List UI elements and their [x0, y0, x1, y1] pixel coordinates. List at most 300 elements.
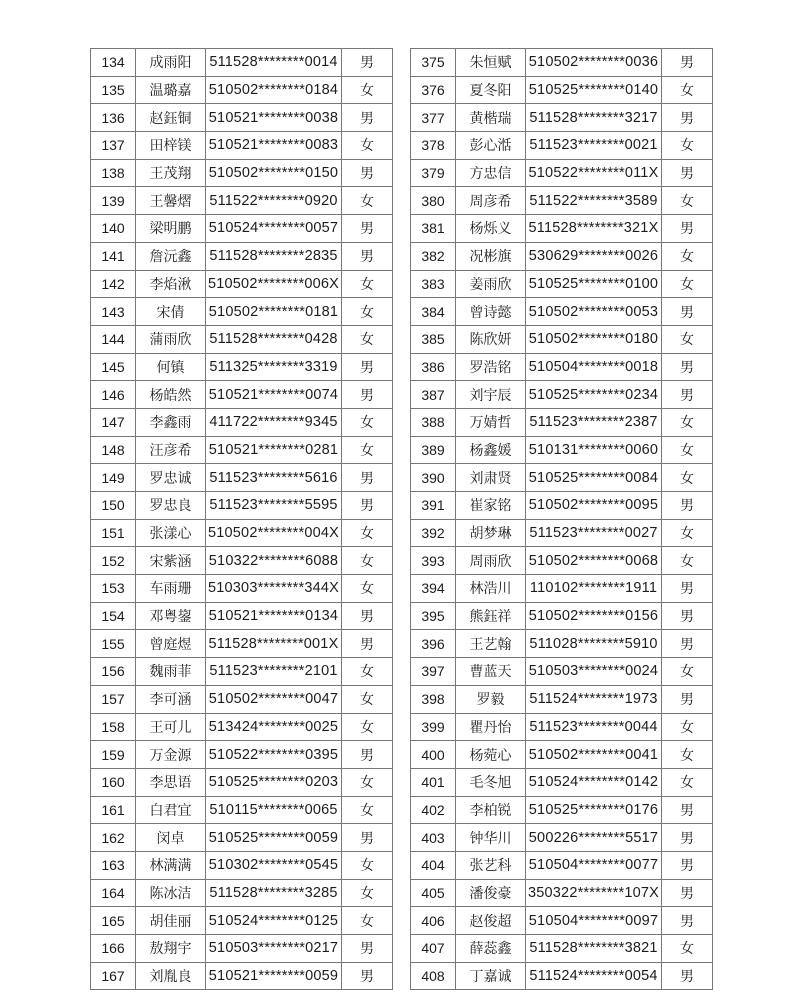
table-row — [91, 464, 393, 492]
row-number-cell: 385 — [411, 325, 456, 353]
table-row — [411, 298, 713, 326]
row-number-cell: 377 — [411, 104, 456, 132]
row-number-cell: 404 — [411, 851, 456, 879]
id-number-cell: 510504********0018 — [526, 353, 662, 381]
gender-cell: 男 — [662, 104, 713, 132]
student-name-cell: 赵鈺铜 — [136, 104, 206, 132]
student-name-cell: 刘胤良 — [136, 962, 206, 990]
student-name-cell: 白君宜 — [136, 796, 206, 824]
id-number-cell: 510525********0059 — [206, 824, 342, 852]
id-number-cell: 510521********0134 — [206, 602, 342, 630]
row-number-cell: 401 — [411, 768, 456, 796]
id-number-cell: 511528********0428 — [206, 325, 342, 353]
row-number-cell: 137 — [91, 132, 136, 160]
gender-cell: 男 — [342, 353, 393, 381]
id-number-cell: 510525********0234 — [526, 381, 662, 409]
row-number-cell: 145 — [91, 353, 136, 381]
id-number-cell: 510502********0047 — [206, 685, 342, 713]
id-number-cell: 511524********0054 — [526, 962, 662, 990]
student-name-cell: 李鑫雨 — [136, 408, 206, 436]
gender-cell: 女 — [662, 768, 713, 796]
student-name-cell: 李可涵 — [136, 685, 206, 713]
table-row — [411, 76, 713, 104]
roster-table-left — [90, 48, 393, 990]
table-row — [91, 602, 393, 630]
row-number-cell: 138 — [91, 159, 136, 187]
gender-cell: 女 — [342, 270, 393, 298]
id-number-cell: 511524********1973 — [526, 685, 662, 713]
row-number-cell: 163 — [91, 851, 136, 879]
student-name-cell: 曾诗懿 — [456, 298, 526, 326]
table-row — [91, 215, 393, 243]
row-number-cell: 375 — [411, 49, 456, 77]
student-name-cell: 罗忠诚 — [136, 464, 206, 492]
row-number-cell: 384 — [411, 298, 456, 326]
id-number-cell: 510524********0125 — [206, 907, 342, 935]
gender-cell: 女 — [662, 187, 713, 215]
gender-cell: 女 — [662, 713, 713, 741]
gender-cell: 女 — [662, 242, 713, 270]
gender-cell: 女 — [342, 187, 393, 215]
gender-cell: 男 — [662, 962, 713, 990]
gender-cell: 女 — [662, 132, 713, 160]
gender-cell: 女 — [662, 270, 713, 298]
gender-cell: 女 — [342, 796, 393, 824]
id-number-cell: 350322********107X — [526, 879, 662, 907]
table-row — [91, 768, 393, 796]
row-number-cell: 402 — [411, 796, 456, 824]
id-number-cell: 511325********3319 — [206, 353, 342, 381]
table-row — [411, 492, 713, 520]
id-number-cell: 510131********0060 — [526, 436, 662, 464]
row-number-cell: 148 — [91, 436, 136, 464]
gender-cell: 男 — [662, 796, 713, 824]
row-number-cell: 398 — [411, 685, 456, 713]
table-row — [411, 575, 713, 603]
student-name-cell: 夏冬阳 — [456, 76, 526, 104]
row-number-cell: 160 — [91, 768, 136, 796]
id-number-cell: 511528********3217 — [526, 104, 662, 132]
id-number-cell: 510303********344X — [206, 575, 342, 603]
gender-cell: 男 — [342, 935, 393, 963]
row-number-cell: 144 — [91, 325, 136, 353]
row-number-cell: 167 — [91, 962, 136, 990]
table-row — [411, 104, 713, 132]
row-number-cell: 153 — [91, 575, 136, 603]
id-number-cell: 510503********0024 — [526, 658, 662, 686]
gender-cell: 女 — [662, 741, 713, 769]
row-number-cell: 380 — [411, 187, 456, 215]
id-number-cell: 510521********0083 — [206, 132, 342, 160]
student-name-cell: 方忠信 — [456, 159, 526, 187]
table-row — [411, 242, 713, 270]
gender-cell: 男 — [662, 298, 713, 326]
table-row — [91, 353, 393, 381]
id-number-cell: 110102********1911 — [526, 575, 662, 603]
id-number-cell: 510522********011X — [526, 159, 662, 187]
row-number-cell: 406 — [411, 907, 456, 935]
row-number-cell: 155 — [91, 630, 136, 658]
student-name-cell: 杨皓然 — [136, 381, 206, 409]
id-number-cell: 511523********0044 — [526, 713, 662, 741]
row-number-cell: 382 — [411, 242, 456, 270]
id-number-cell: 510521********0059 — [206, 962, 342, 990]
table-row — [411, 49, 713, 77]
id-number-cell: 511523********5616 — [206, 464, 342, 492]
student-name-cell: 彭心湉 — [456, 132, 526, 160]
gender-cell: 男 — [662, 907, 713, 935]
table-row — [411, 436, 713, 464]
table-row — [91, 547, 393, 575]
student-name-cell: 张艺科 — [456, 851, 526, 879]
student-name-cell: 宋紫涵 — [136, 547, 206, 575]
row-number-cell: 390 — [411, 464, 456, 492]
gender-cell: 男 — [342, 962, 393, 990]
table-row — [91, 76, 393, 104]
roster-table-right — [410, 48, 713, 990]
id-number-cell: 530629********0026 — [526, 242, 662, 270]
id-number-cell: 510502********0041 — [526, 741, 662, 769]
student-name-cell: 赵俊超 — [456, 907, 526, 935]
table-row — [91, 132, 393, 160]
table-row — [91, 242, 393, 270]
row-number-cell: 394 — [411, 575, 456, 603]
row-number-cell: 143 — [91, 298, 136, 326]
row-number-cell: 389 — [411, 436, 456, 464]
gender-cell: 男 — [342, 464, 393, 492]
gender-cell: 男 — [342, 49, 393, 77]
row-number-cell: 396 — [411, 630, 456, 658]
row-number-cell: 134 — [91, 49, 136, 77]
gender-cell: 男 — [342, 215, 393, 243]
student-name-cell: 周雨欣 — [456, 547, 526, 575]
gender-cell: 男 — [342, 159, 393, 187]
gender-cell: 男 — [342, 104, 393, 132]
table-row — [411, 879, 713, 907]
table-row — [411, 215, 713, 243]
student-name-cell: 王可儿 — [136, 713, 206, 741]
row-number-cell: 387 — [411, 381, 456, 409]
row-number-cell: 152 — [91, 547, 136, 575]
id-number-cell: 513424********0025 — [206, 713, 342, 741]
gender-cell: 女 — [342, 76, 393, 104]
gender-cell: 女 — [662, 436, 713, 464]
id-number-cell: 510502********0181 — [206, 298, 342, 326]
id-number-cell: 510504********0077 — [526, 851, 662, 879]
table-row — [91, 741, 393, 769]
student-name-cell: 梁明鹏 — [136, 215, 206, 243]
gender-cell: 女 — [342, 298, 393, 326]
gender-cell: 男 — [342, 492, 393, 520]
table-row — [411, 685, 713, 713]
gender-cell: 男 — [342, 381, 393, 409]
row-number-cell: 383 — [411, 270, 456, 298]
gender-cell: 男 — [662, 49, 713, 77]
id-number-cell: 510502********0095 — [526, 492, 662, 520]
id-number-cell: 511523********5595 — [206, 492, 342, 520]
id-number-cell: 511523********0027 — [526, 519, 662, 547]
gender-cell: 女 — [662, 519, 713, 547]
table-row — [91, 519, 393, 547]
table-row — [91, 270, 393, 298]
row-number-cell: 158 — [91, 713, 136, 741]
student-name-cell: 朱恒赋 — [456, 49, 526, 77]
id-number-cell: 510502********0053 — [526, 298, 662, 326]
table-row — [411, 907, 713, 935]
student-name-cell: 杨菀心 — [456, 741, 526, 769]
student-name-cell: 魏雨菲 — [136, 658, 206, 686]
gender-cell: 女 — [342, 575, 393, 603]
table-row — [411, 132, 713, 160]
id-number-cell: 500226********5517 — [526, 824, 662, 852]
table-row — [411, 270, 713, 298]
table-row — [411, 408, 713, 436]
row-number-cell: 147 — [91, 408, 136, 436]
table-row — [411, 824, 713, 852]
table-row — [91, 104, 393, 132]
id-number-cell: 510502********004X — [206, 519, 342, 547]
student-name-cell: 罗浩铭 — [456, 353, 526, 381]
gender-cell: 男 — [662, 381, 713, 409]
table-row — [411, 187, 713, 215]
table-row — [411, 796, 713, 824]
gender-cell: 男 — [662, 215, 713, 243]
id-number-cell: 511028********5910 — [526, 630, 662, 658]
student-name-cell: 王馨熠 — [136, 187, 206, 215]
student-name-cell: 潘俊豪 — [456, 879, 526, 907]
student-name-cell: 田梓镁 — [136, 132, 206, 160]
table-row — [91, 907, 393, 935]
id-number-cell: 511522********3589 — [526, 187, 662, 215]
row-number-cell: 139 — [91, 187, 136, 215]
row-number-cell: 407 — [411, 935, 456, 963]
id-number-cell: 511523********2387 — [526, 408, 662, 436]
roster-table-right-body — [411, 49, 713, 990]
gender-cell: 女 — [662, 76, 713, 104]
row-number-cell: 405 — [411, 879, 456, 907]
table-row — [411, 741, 713, 769]
student-name-cell: 温璐嘉 — [136, 76, 206, 104]
gender-cell: 男 — [662, 575, 713, 603]
id-number-cell: 511528********321X — [526, 215, 662, 243]
row-number-cell: 136 — [91, 104, 136, 132]
row-number-cell: 140 — [91, 215, 136, 243]
gender-cell: 男 — [662, 602, 713, 630]
student-name-cell: 邓粤鋆 — [136, 602, 206, 630]
table-row — [91, 713, 393, 741]
table-row — [91, 935, 393, 963]
row-number-cell: 395 — [411, 602, 456, 630]
table-row — [411, 547, 713, 575]
student-name-cell: 万婧哲 — [456, 408, 526, 436]
gender-cell: 女 — [342, 132, 393, 160]
student-name-cell: 何镇 — [136, 353, 206, 381]
student-name-cell: 闵卓 — [136, 824, 206, 852]
student-name-cell: 况彬旗 — [456, 242, 526, 270]
roster-table-left-body — [91, 49, 393, 990]
gender-cell: 女 — [662, 547, 713, 575]
table-row — [411, 353, 713, 381]
row-number-cell: 141 — [91, 242, 136, 270]
id-number-cell: 510521********0074 — [206, 381, 342, 409]
row-number-cell: 399 — [411, 713, 456, 741]
student-name-cell: 汪彦希 — [136, 436, 206, 464]
student-name-cell: 毛冬旭 — [456, 768, 526, 796]
id-number-cell: 511528********3821 — [526, 935, 662, 963]
student-name-cell: 钟华川 — [456, 824, 526, 852]
student-name-cell: 瞿丹怡 — [456, 713, 526, 741]
id-number-cell: 511528********2835 — [206, 242, 342, 270]
student-name-cell: 王艺翰 — [456, 630, 526, 658]
gender-cell: 女 — [342, 768, 393, 796]
gender-cell: 女 — [342, 325, 393, 353]
student-name-cell: 黄楷瑞 — [456, 104, 526, 132]
table-row — [91, 49, 393, 77]
gender-cell: 女 — [342, 658, 393, 686]
table-row — [411, 464, 713, 492]
table-row — [91, 658, 393, 686]
student-name-cell: 周彦希 — [456, 187, 526, 215]
student-name-cell: 成雨阳 — [136, 49, 206, 77]
student-name-cell: 李思语 — [136, 768, 206, 796]
id-number-cell: 510502********0036 — [526, 49, 662, 77]
gender-cell: 女 — [662, 408, 713, 436]
gender-cell: 女 — [662, 658, 713, 686]
table-row — [91, 824, 393, 852]
gender-cell: 女 — [342, 547, 393, 575]
gender-cell: 女 — [662, 325, 713, 353]
student-name-cell: 姜雨欣 — [456, 270, 526, 298]
student-name-cell: 薛蕊鑫 — [456, 935, 526, 963]
table-row — [91, 962, 393, 990]
table-row — [91, 492, 393, 520]
student-name-cell: 敖翔宇 — [136, 935, 206, 963]
table-row — [411, 159, 713, 187]
row-number-cell: 149 — [91, 464, 136, 492]
student-name-cell: 刘肃贤 — [456, 464, 526, 492]
table-row — [91, 381, 393, 409]
gender-cell: 男 — [662, 159, 713, 187]
gender-cell: 男 — [342, 242, 393, 270]
table-row — [411, 325, 713, 353]
id-number-cell: 510521********0038 — [206, 104, 342, 132]
id-number-cell: 510525********0176 — [526, 796, 662, 824]
id-number-cell: 511528********3285 — [206, 879, 342, 907]
table-row — [91, 159, 393, 187]
student-name-cell: 胡梦琳 — [456, 519, 526, 547]
gender-cell: 女 — [342, 879, 393, 907]
table-row — [91, 298, 393, 326]
student-name-cell: 李柏锐 — [456, 796, 526, 824]
row-number-cell: 381 — [411, 215, 456, 243]
table-row — [411, 658, 713, 686]
student-name-cell: 曹蓝天 — [456, 658, 526, 686]
student-name-cell: 陈欣妍 — [456, 325, 526, 353]
id-number-cell: 511523********2101 — [206, 658, 342, 686]
gender-cell: 男 — [662, 630, 713, 658]
student-name-cell: 陈冰洁 — [136, 879, 206, 907]
student-name-cell: 车雨珊 — [136, 575, 206, 603]
row-number-cell: 164 — [91, 879, 136, 907]
table-row — [91, 879, 393, 907]
table-row — [91, 187, 393, 215]
table-row — [411, 962, 713, 990]
id-number-cell: 510322********6088 — [206, 547, 342, 575]
gender-cell: 男 — [342, 630, 393, 658]
gender-cell: 女 — [342, 408, 393, 436]
row-number-cell: 166 — [91, 935, 136, 963]
row-number-cell: 165 — [91, 907, 136, 935]
row-number-cell: 162 — [91, 824, 136, 852]
table-row — [91, 685, 393, 713]
table-row — [411, 851, 713, 879]
id-number-cell: 510502********0068 — [526, 547, 662, 575]
row-number-cell: 400 — [411, 741, 456, 769]
id-number-cell: 510524********0057 — [206, 215, 342, 243]
id-number-cell: 510502********0156 — [526, 602, 662, 630]
id-number-cell: 510525********0100 — [526, 270, 662, 298]
gender-cell: 男 — [662, 879, 713, 907]
table-row — [91, 851, 393, 879]
table-row — [411, 381, 713, 409]
id-number-cell: 510502********0180 — [526, 325, 662, 353]
id-number-cell: 510525********0203 — [206, 768, 342, 796]
id-number-cell: 510502********0184 — [206, 76, 342, 104]
student-name-cell: 罗毅 — [456, 685, 526, 713]
table-row — [411, 602, 713, 630]
id-number-cell: 510521********0281 — [206, 436, 342, 464]
student-name-cell: 詹沅鑫 — [136, 242, 206, 270]
gender-cell: 男 — [342, 741, 393, 769]
gender-cell: 男 — [662, 685, 713, 713]
table-row — [91, 325, 393, 353]
gender-cell: 女 — [662, 935, 713, 963]
student-name-cell: 王茂翔 — [136, 159, 206, 187]
gender-cell: 男 — [662, 851, 713, 879]
gender-cell: 女 — [342, 436, 393, 464]
table-row — [411, 935, 713, 963]
row-number-cell: 142 — [91, 270, 136, 298]
student-name-cell: 胡佳丽 — [136, 907, 206, 935]
gender-cell: 女 — [342, 907, 393, 935]
id-number-cell: 510503********0217 — [206, 935, 342, 963]
row-number-cell: 151 — [91, 519, 136, 547]
row-number-cell: 403 — [411, 824, 456, 852]
student-name-cell: 林浩川 — [456, 575, 526, 603]
gender-cell: 男 — [662, 353, 713, 381]
student-name-cell: 熊鈺祥 — [456, 602, 526, 630]
row-number-cell: 157 — [91, 685, 136, 713]
table-row — [91, 796, 393, 824]
student-name-cell: 丁嘉诚 — [456, 962, 526, 990]
gender-cell: 女 — [342, 685, 393, 713]
id-number-cell: 510302********0545 — [206, 851, 342, 879]
gender-cell: 男 — [662, 492, 713, 520]
row-number-cell: 378 — [411, 132, 456, 160]
id-number-cell: 510502********006X — [206, 270, 342, 298]
id-number-cell: 511522********0920 — [206, 187, 342, 215]
gender-cell: 男 — [662, 824, 713, 852]
student-name-cell: 宋倩 — [136, 298, 206, 326]
table-row — [411, 713, 713, 741]
row-number-cell: 150 — [91, 492, 136, 520]
row-number-cell: 159 — [91, 741, 136, 769]
student-name-cell: 刘宇辰 — [456, 381, 526, 409]
row-number-cell: 408 — [411, 962, 456, 990]
id-number-cell: 511523********0021 — [526, 132, 662, 160]
gender-cell: 女 — [342, 851, 393, 879]
id-number-cell: 510115********0065 — [206, 796, 342, 824]
